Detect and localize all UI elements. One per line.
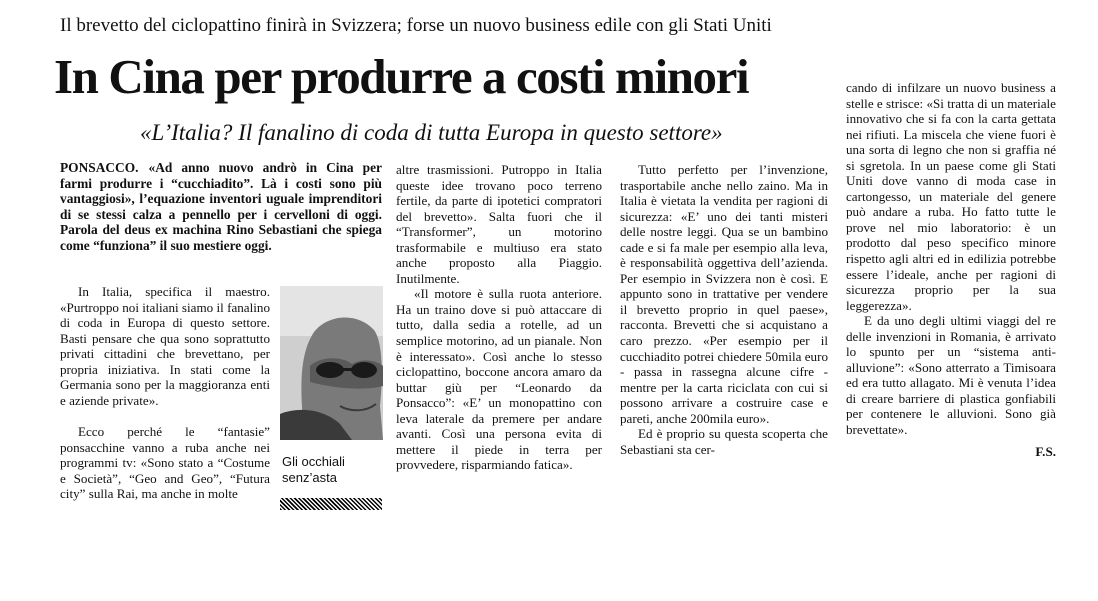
column-3-paragraph-1: Tutto perfetto per l’invenzione, trasportabile anche nello zaino. Ma in Italia è vietata la vendita per ragioni di sicurezza: «E’ uno dei tanti misteri delle nostre leggi. Qua se un bambino cade e si fa male per esempio alla leva, è responsabilità oggettiva dell’azienda. Per esempio in Svizzera non è così. E appunto sono in trattative per vendere il brevetto proprio in quel paese», racconta. Brevetti che si acquistano a caro prezzo. «Per esempio per il cucchiadito potrei chiedere 50mila euro - passa in rassegna alcune cifre - mentre per la carta riciclata con cui si possono arrivare a costruire case e pareti, anche 200mila euro».: [620, 162, 828, 426]
article-headline: In Cina per produrre a costi minori: [54, 49, 749, 104]
decorative-hatch: [280, 498, 382, 510]
author-signature: F.S.: [1035, 443, 1056, 459]
portrait-photo: [280, 286, 383, 440]
article-subhead: «L’Italia? Il fanalino di coda di tutta Europa in questo settore»: [140, 120, 723, 145]
article-lead: [60, 160, 382, 254]
lead-text: «Ad anno nuovo andrò in Cina per farmi produrre i “cucchiadito”. Là i costi sono più vantaggiosi», l’equazione inventori uguale imprenditori di se stessi calza a pennello per i cervelloni di oggi. Parola del deus ex machina Rino Sebastiani che spiega come “funziona” il suo mestiere oggi.: [60, 160, 382, 253]
column-1-bottom: [60, 424, 270, 502]
dateline-place: PONSACCO.: [60, 160, 139, 175]
column-2-paragraph-2: «Il motore è sulla ruota anteriore. Ha un traino dove si può attaccare di tutto, dalla sedia a rotelle, ad un semplice motorino, ad un pianale. Non è interessato». Così anche lo stesso ciclopattino, boccone ancora amaro da buttar giù per “Leonardo da Ponsacco”: «E’ un monopattino con leva laterale da premere per andare avanti. Così una persona evita di mettere il piede in terra per provvedere, risparmiando fatica».: [396, 286, 602, 473]
column-2-paragraph-1: altre trasmissioni. Putroppo in Italia queste idee trovano poco terreno fertile, da parte di ipotetici compratori del brevetto». Salta fuori che il “Transformer”, un motorino trasformabile e multiuso era stato anche proposto alla Piaggio. Inutilmente.: [396, 162, 602, 286]
column-4-paragraph-1: cando di infilzare un nuovo business a stelle e strisce: «Si tratta di un materiale innovativo che si fa con la carta gettata nei rifiuti. La miscela che viene fuori è una sorta di legno che non si graffia né si sgretola. In un paese come gli Stati Uniti dove vanno di moda case in cartongesso, un materiale del genere può andare a ruba. Ho fatto tutte le prove nel mio laboratorio: è un prodotto dal peso specifico minore rispetto agli altri ed in edilizia potrebbe essere l’ideale, anche per ragioni di sicurezza proprio per la sua leggerezza».: [846, 80, 1056, 313]
article-kicker: Il brevetto del ciclopattino finirà in Svizzera; forse un nuovo business edile con gli Stati Uniti: [60, 15, 772, 36]
column-3: [620, 162, 828, 457]
column-1-paragraph-2: Ecco perché le “fantasie” ponsacchine vanno a ruba anche nei programmi tv: «Sono stato a “Costume e Società”, “Geo and Geo”, “Futura city” sulla Rai, ma anche in molte: [60, 424, 270, 502]
column-2: [396, 162, 602, 473]
photo-caption: Gli occhiali senz’asta: [282, 454, 345, 485]
column-3-paragraph-2: Ed è proprio su questa scoperta che Sebastiani sta cer-: [620, 426, 828, 457]
article-photo: [280, 286, 383, 440]
column-1-top: [60, 284, 270, 408]
column-4-paragraph-2: E da uno degli ultimi viaggi del re delle invenzioni in Romania, è arrivato lo spunto per un “sistema anti-alluvione”: «Sono atterrato a Timisoara ed era tutto allagato. Mi è venuta l’idea di creare barriere di plastica gonfiabili per contenere le alluvioni. Sono già brevettate».: [846, 313, 1056, 438]
column-4: [846, 80, 1056, 459]
column-1-paragraph-1: In Italia, specifica il maestro. «Purtroppo noi italiani siamo il fanalino di coda in Europa di questo settore. Basti pensare che qua sono soprattutto privati cittadini che brevettano, per propria iniziativa. In stati come la Germania sono per la maggioranza enti e aziende private».: [60, 284, 270, 408]
